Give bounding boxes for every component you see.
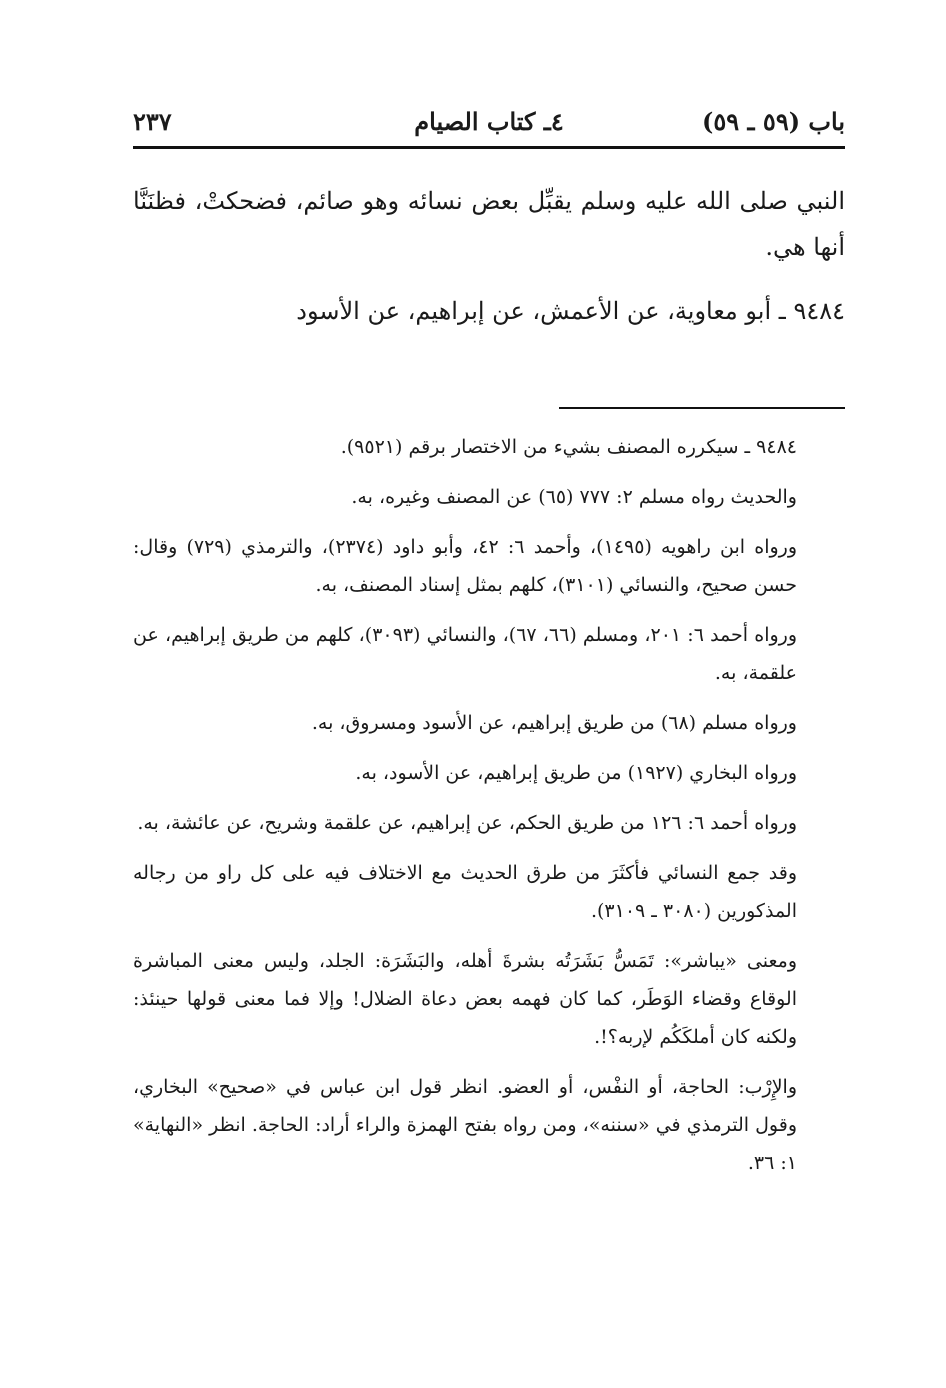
footnote-paragraph: ورواه أحمد ٦: ١٢٦ من طريق الحكم، عن إبراهيم، عن علقمة وشريح، عن عائشة، به. xyxy=(137,812,797,834)
footnote-paragraph: ورواه أحمد ٦: ٢٠١، ومسلم (٦٦، ٦٧)، والنسائي (٣٠٩٣)، كلهم من طريق إبراهيم، عن علقمة، به. xyxy=(133,624,797,684)
footnote-paragraph: والإِرْب: الحاجة، أو النفْس، أو العضو. انظر قول ابن عباس في «صحيح» البخاري، وقول الترمذي في «سننه»، ومن رواه بفتح الهمزة والراء أراد: الحاجة. انظر «النهاية» ١: ٣٦. xyxy=(133,1076,797,1174)
hadith-9484: ٩٤٨٤ ـ أبو معاوية، عن الأعمش، عن إبراهيم، عن الأسود xyxy=(296,297,845,325)
header-rule xyxy=(133,146,845,149)
book-title: ٤ـ كتاب الصيام xyxy=(414,107,564,136)
footnote-paragraph: والحديث رواه مسلم ٢: ٧٧٧ (٦٥) عن المصنف وغيره، به. xyxy=(351,486,797,508)
footnote-separator xyxy=(559,407,845,409)
footnote-paragraph: ورواه البخاري (١٩٢٧) من طريق إبراهيم، عن الأسود، به. xyxy=(355,762,797,784)
footnote-paragraph: ٩٤٨٤ ـ سيكرره المصنف بشيء من الاختصار برقم (٩٥٢١). xyxy=(340,436,797,458)
footnote-paragraph: وقد جمع النسائي فأكثَرَ من طرق الحديث مع الاختلاف فيه على كل راو من رجاله المذكورين (٣٠٨٠ ـ ٣١٠٩). xyxy=(133,862,797,922)
section-heading: باب (٥٩ ـ ٥٩) xyxy=(702,107,845,136)
footnote-paragraph: ومعنى «يباشر»: تَمَسُّ بَشَرَتُه بشرةَ أهله، والبَشَرَة: الجلد، وليس معنى المباشرة الوقاع وقضاء الوَطَر، كما كان فهمه بعض دعاة الضلال! وإلا فما معنى قولها حينئذ: ولكنه كان أملكَكُم لإربه؟!. xyxy=(133,950,797,1048)
main-paragraph: النبي صلى الله عليه وسلم يقبِّل بعض نسائه وهو صائم، فضحكتْ، فظنَنَّا أنها هي. xyxy=(133,187,845,261)
main-text xyxy=(133,178,845,334)
footnote-paragraph: ورواه ابن راهويه (١٤٩٥)، وأحمد ٦: ٤٢، وأبو داود (٢٣٧٤)، والترمذي (٧٢٩) وقال: حسن صحيح، والنسائي (٣١٠١)، كلهم بمثل إسناد المصنف، به. xyxy=(133,536,797,596)
footnotes xyxy=(133,428,845,1194)
page-header xyxy=(133,100,845,146)
footnote-paragraph: ورواه مسلم (٦٨) من طريق إبراهيم، عن الأسود ومسروق، به. xyxy=(311,712,797,734)
page-number: ٢٣٧ xyxy=(133,107,172,136)
